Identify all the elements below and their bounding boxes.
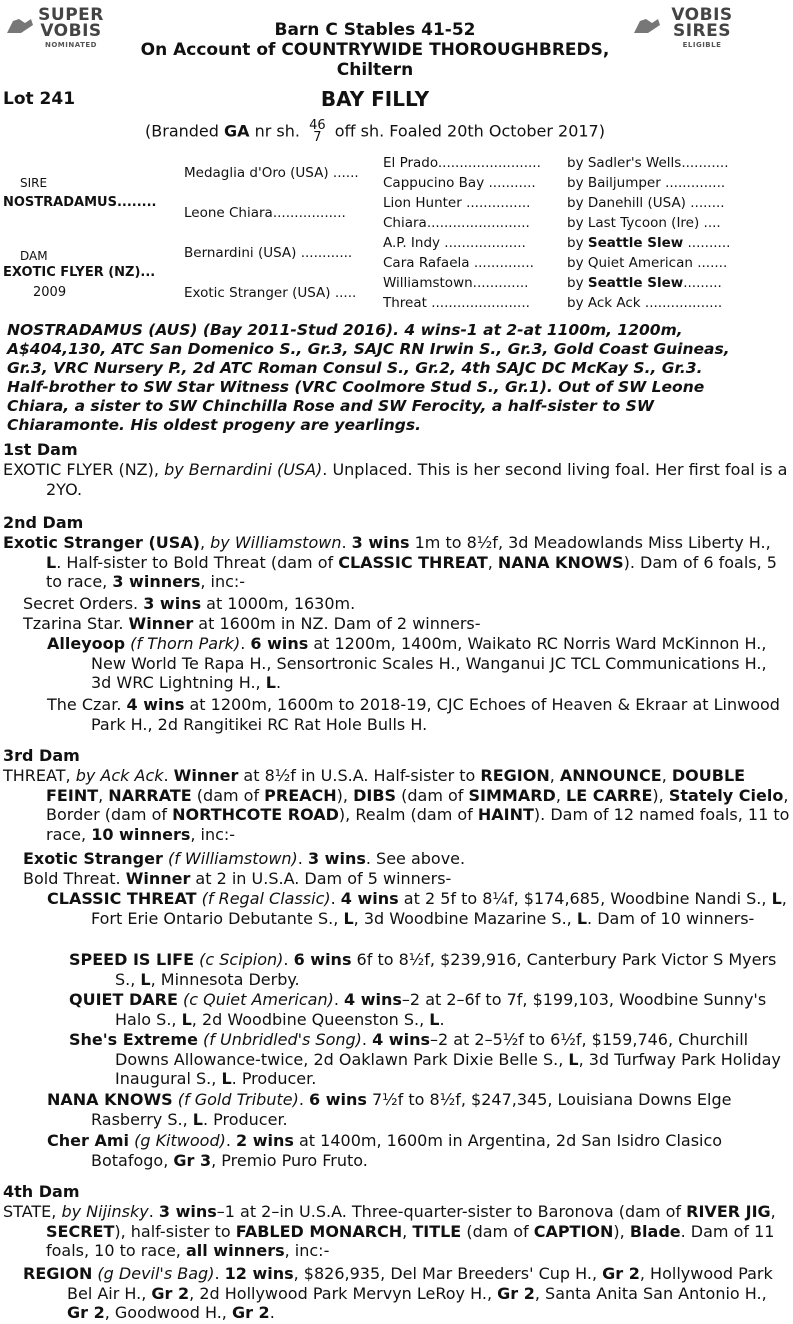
progeny-entry: Cher Ami (g Kitwood). 2 wins at 1400m, 1600m in Argentina, 2d San Isidro Clasico Botafogo, Gr 3, Premio Puro Fruto.: [47, 1131, 723, 1170]
pedigree-gen3: Cappucino Bay ...........: [383, 175, 536, 191]
progeny-entry: Secret Orders. 3 wins at 1000m, 1630m.: [23, 594, 356, 613]
section-4th-dam: 4th Dam: [3, 1182, 80, 1201]
progeny-entry: Bold Threat. Winner at 2 in U.S.A. Dam of 5 winners-: [23, 869, 452, 888]
pedigree-gen3: Threat .......................: [383, 295, 530, 311]
dam2-text: Exotic Stranger (USA), by Williamstown. 3 wins 1m to 8½f, 3d Meadowlands Miss Liberty H., L. Half-sister to Bold Threat (dam of CLASSIC THREAT, NANA KNOWS). Dam of 6 foals, 5 to race, 3 winners, inc:-: [3, 533, 777, 591]
brand-line: (Branded GA nr sh. 46 7 off sh. Foaled 20th October 2017): [145, 118, 605, 145]
sire-label: SIRE: [20, 176, 48, 190]
dam1-text: EXOTIC FLYER (NZ), by Bernardini (USA). Unplaced. This is her second living foal. Her first foal is a 2YO.: [3, 460, 788, 499]
pedigree-gen4: by Seattle Slew.........: [567, 275, 722, 291]
pedigree-gen3: Lion Hunter ...............: [383, 195, 531, 211]
lot-title: BAY FILLY: [320, 87, 430, 111]
sire-summary: NOSTRADAMUS (AUS) (Bay 2011-Stud 2016). 4 wins-1 at 2-at 1100m, 1200m, A$404,130, ATC San Domenico S., Gr.3, SAJC RN Irwin S., Gr.3, Gold Coast Guineas, Gr.3, VRC Nursery P., 2d ATC Roman Consul S., Gr.2, 4th SAJC DC McKay S., Gr.3. Half-brother to SW Star Witness (VRC Coolmore Stud S., Gr.1). Out of SW Leone Chiara, a sister to SW Chinchilla Rose and SW Ferocity, a half-sister to SW Chiaramonte. His oldest progeny are yearlings.: [7, 321, 730, 434]
progeny-entry: QUIET DARE (c Quiet American). 4 wins–2 at 2–6f to 7f, $199,103, Woodbine Sunny's Halo S., L, 2d Woodbine Queenston S., L.: [69, 990, 767, 1029]
progeny-entry: REGION (g Devil's Bag). 12 wins, $826,935, Del Mar Breeders' Cup H., Gr 2, Hollywood Park Bel Air H., Gr 2, 2d Hollywood Park Mervyn LeRoy H., Gr 2, Santa Anita San Antonio H., Gr 2, Goodwood H., Gr 2.: [23, 1264, 773, 1322]
pedigree-gen4: by Quiet American .......: [567, 255, 728, 271]
progeny-entry: Alleyoop (f Thorn Park). 6 wins at 1200m, 1400m, Waikato RC Norris Ward McKinnon H., New World Te Rapa H., Sensortronic Scales H., Wanganui JC TCL Communications H., 3d WRC Lightning H., L.: [47, 634, 767, 692]
pedigree-gen4: by Last Tycoon (Ire) ....: [567, 215, 721, 231]
section-3rd-dam: 3rd Dam: [3, 746, 80, 765]
location-line: Chiltern: [336, 60, 414, 80]
pedigree-gen3: Williamstown.............: [383, 275, 529, 291]
pedigree-gen4: by Sadler's Wells...........: [567, 155, 729, 171]
section-2nd-dam: 2nd Dam: [3, 513, 84, 532]
progeny-entry: CLASSIC THREAT (f Regal Classic). 4 wins at 2 5f to 8¼f, $174,685, Woodbine Nandi S., L, Fort Erie Ontario Debutante S., L, 3d Woodbine Mazarine S., L. Dam of 10 winners-: [47, 889, 787, 928]
pedigree-gen3: El Prado........................: [383, 155, 541, 171]
progeny-entry: She's Extreme (f Unbridled's Song). 4 wins–2 at 2–5½f to 6½f, $159,746, Churchill Downs Allowance-twice, 2d Oaklawn Park Dixie Belle S., L, 3d Turfway Park Holiday Inaugural S., L. Producer.: [69, 1030, 781, 1088]
pedigree-gen2: Medaglia d'Oro (USA) ......: [184, 165, 359, 181]
dam-year: 2009: [33, 285, 67, 300]
pedigree-gen4: by Bailjumper ..............: [567, 175, 726, 191]
badge-left-line2: VOBIS: [40, 21, 102, 41]
badge-left-sub: NOMINATED: [45, 41, 97, 49]
pedigree-gen2: Bernardini (USA) ............: [184, 245, 353, 261]
dam4-text: STATE, by Nijinsky. 3 wins–1 at 2–in U.S.A. Three-quarter-sister to Baronova (dam of RIVER JIG, SECRET), half-sister to FABLED MONARCH, TITLE (dam of CAPTION), Blade. Dam of 11 foals, 10 to race, all winners, inc:-: [3, 1202, 776, 1260]
pedigree-gen4: by Ack Ack ..................: [567, 295, 723, 311]
account-line: On Account of COUNTRYWIDE THOROUGHBREDS,: [140, 40, 610, 60]
pedigree-gen3: Chiara........................: [383, 215, 530, 231]
progeny-entry: The Czar. 4 wins at 1200m, 1600m to 2018-19, CJC Echoes of Heaven & Ekraar at Linwood Park H., 2d Rangitikei RC Rat Hole Bulls H.: [47, 695, 780, 734]
pedigree-gen4: by Seattle Slew ..........: [567, 235, 731, 251]
progeny-entry: Exotic Stranger (f Williamstown). 3 wins. See above.: [23, 849, 466, 868]
badge-right-sub: ELIGIBLE: [682, 41, 722, 49]
pedigree-gen2: Leone Chiara.................: [184, 205, 346, 221]
progeny-entry: Tzarina Star. Winner at 1600m in NZ. Dam of 2 winners-: [23, 614, 481, 633]
dam3-text: THREAT, by Ack Ack. Winner at 8½f in U.S.A. Half-sister to REGION, ANNOUNCE, DOUBLE FEINT, NARRATE (dam of PREACH), DIBS (dam of SIMMARD, LE CARRE), Stately Cielo, Border (dam of NORTHCOTE ROAD), Realm (dam of HAINT). Dam of 12 named foals, 11 to race, 10 winners, inc:-: [3, 766, 790, 844]
pedigree-gen3: A.P. Indy ...................: [383, 235, 526, 251]
sire-name: NOSTRADAMUS........: [3, 195, 157, 210]
badge-right-line1: VOBIS: [671, 5, 733, 25]
lot-number: Lot 241: [3, 89, 76, 109]
section-1st-dam: 1st Dam: [3, 440, 78, 459]
progeny-entry: SPEED IS LIFE (c Scipion). 6 wins 6f to 8½f, $239,916, Canterbury Park Victor S Myers S., L, Minnesota Derby.: [69, 950, 777, 989]
brand-mark: GA: [224, 121, 250, 141]
brand-fraction: 46 7: [309, 118, 326, 145]
pedigree-gen4: by Danehill (USA) ........: [567, 195, 725, 211]
dam-name: EXOTIC FLYER (NZ)...: [3, 265, 156, 280]
badge-left-line1: SUPER: [38, 5, 104, 25]
progeny-entry: NANA KNOWS (f Gold Tribute). 6 wins 7½f to 8½f, $247,345, Louisiana Downs Elge Rasberry S., L. Producer.: [47, 1090, 732, 1129]
dam-label: DAM: [20, 249, 48, 263]
stables-line: Barn C Stables 41-52: [274, 20, 476, 40]
pedigree-gen2: Exotic Stranger (USA) .....: [184, 285, 357, 301]
badge-right-line2: SIRES: [672, 21, 731, 41]
pedigree-gen3: Cara Rafaela ..............: [383, 255, 534, 271]
